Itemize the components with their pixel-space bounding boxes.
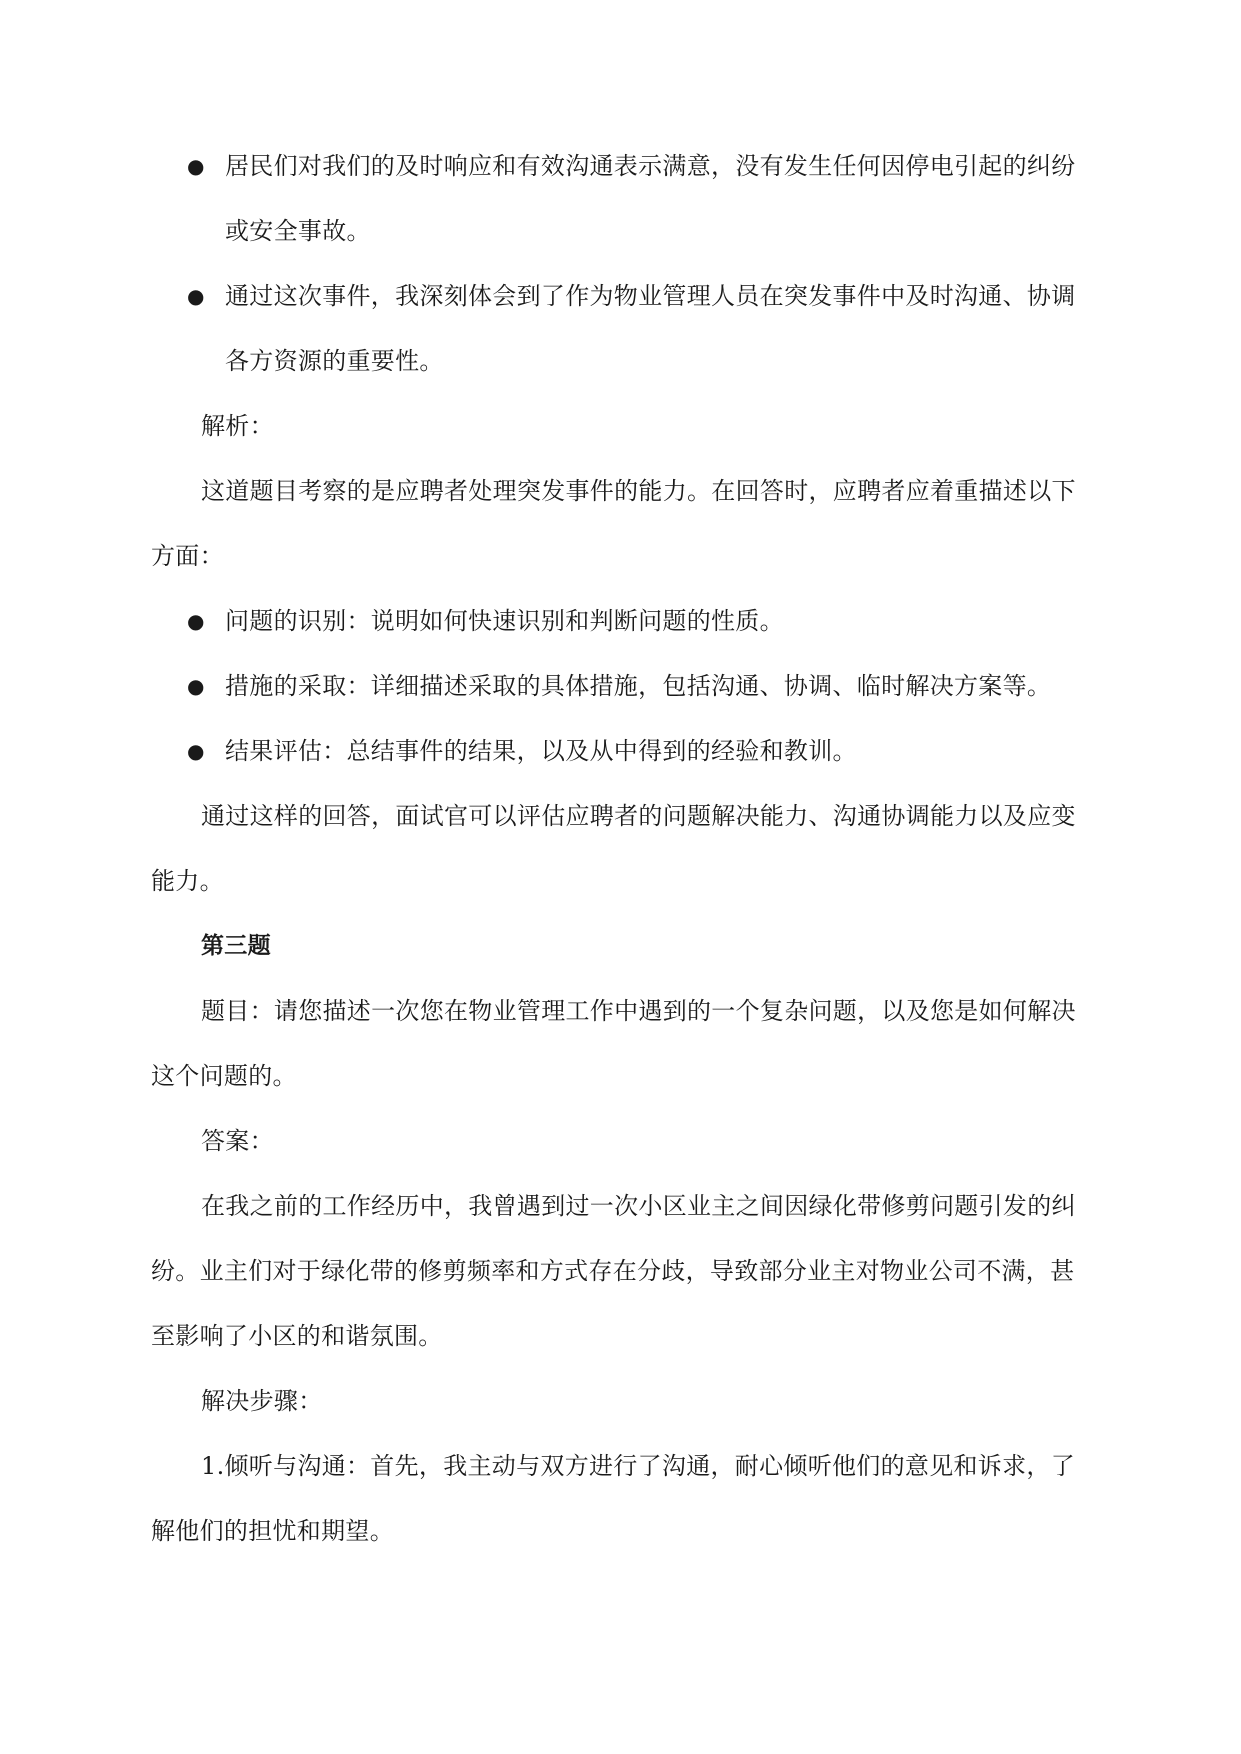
bullet-text: 措施的采取：详细描述采取的具体措施，包括沟通、协调、临时解决方案等。 xyxy=(225,672,1052,700)
outcome-bullet-list xyxy=(151,134,1091,394)
list-item xyxy=(151,264,1091,394)
bullet-text: 结果评估：总结事件的结果，以及从中得到的经验和教训。 xyxy=(225,737,857,765)
answer-paragraph: 在我之前的工作经历中，我曾遇到过一次小区业主之间因绿化带修剪问题引发的纠纷。业主们对于绿化带的修剪频率和方式存在分歧，导致部分业主对物业公司不满，甚至影响了小区的和谐氛围。 xyxy=(151,1192,1076,1350)
bullet-text: 问题的识别：说明如何快速识别和判断问题的性质。 xyxy=(225,607,784,635)
analysis-paragraph: 这道题目考察的是应聘者处理突发事件的能力。在回答时，应聘者应着重描述以下方面： xyxy=(151,477,1076,570)
step-1-paragraph: 1.倾听与沟通：首先，我主动与双方进行了沟通，耐心倾听他们的意见和诉求，了解他们的担忧和期望。 xyxy=(151,1452,1075,1545)
steps-label: 解决步骤： xyxy=(201,1387,323,1415)
summary-paragraph: 通过这样的回答，面试官可以评估应聘者的问题解决能力、沟通协调能力以及应变能力。 xyxy=(151,802,1076,895)
bullet-icon: ● xyxy=(187,739,205,763)
analysis-points-list xyxy=(151,589,1091,784)
bullet-text: 通过这次事件，我深刻体会到了作为物业管理人员在突发事件中及时沟通、协调各方资源的重要性。 xyxy=(225,282,1076,375)
list-item xyxy=(151,719,1091,784)
answer-label: 答案： xyxy=(201,1127,274,1155)
document-body xyxy=(151,134,1091,1564)
list-item xyxy=(151,134,1091,264)
bullet-icon: ● xyxy=(187,609,205,633)
question-3-heading: 第三题 xyxy=(201,933,271,959)
bullet-icon: ● xyxy=(187,674,205,698)
bullet-icon: ● xyxy=(187,154,205,178)
question-3-text: 题目：请您描述一次您在物业管理工作中遇到的一个复杂问题，以及您是如何解决这个问题的。 xyxy=(151,997,1076,1090)
bullet-icon: ● xyxy=(187,284,205,308)
bullet-text: 居民们对我们的及时响应和有效沟通表示满意，没有发生任何因停电引起的纠纷或安全事故。 xyxy=(225,152,1076,245)
analysis-label: 解析： xyxy=(201,412,274,440)
list-item xyxy=(151,589,1091,654)
list-item xyxy=(151,654,1091,719)
